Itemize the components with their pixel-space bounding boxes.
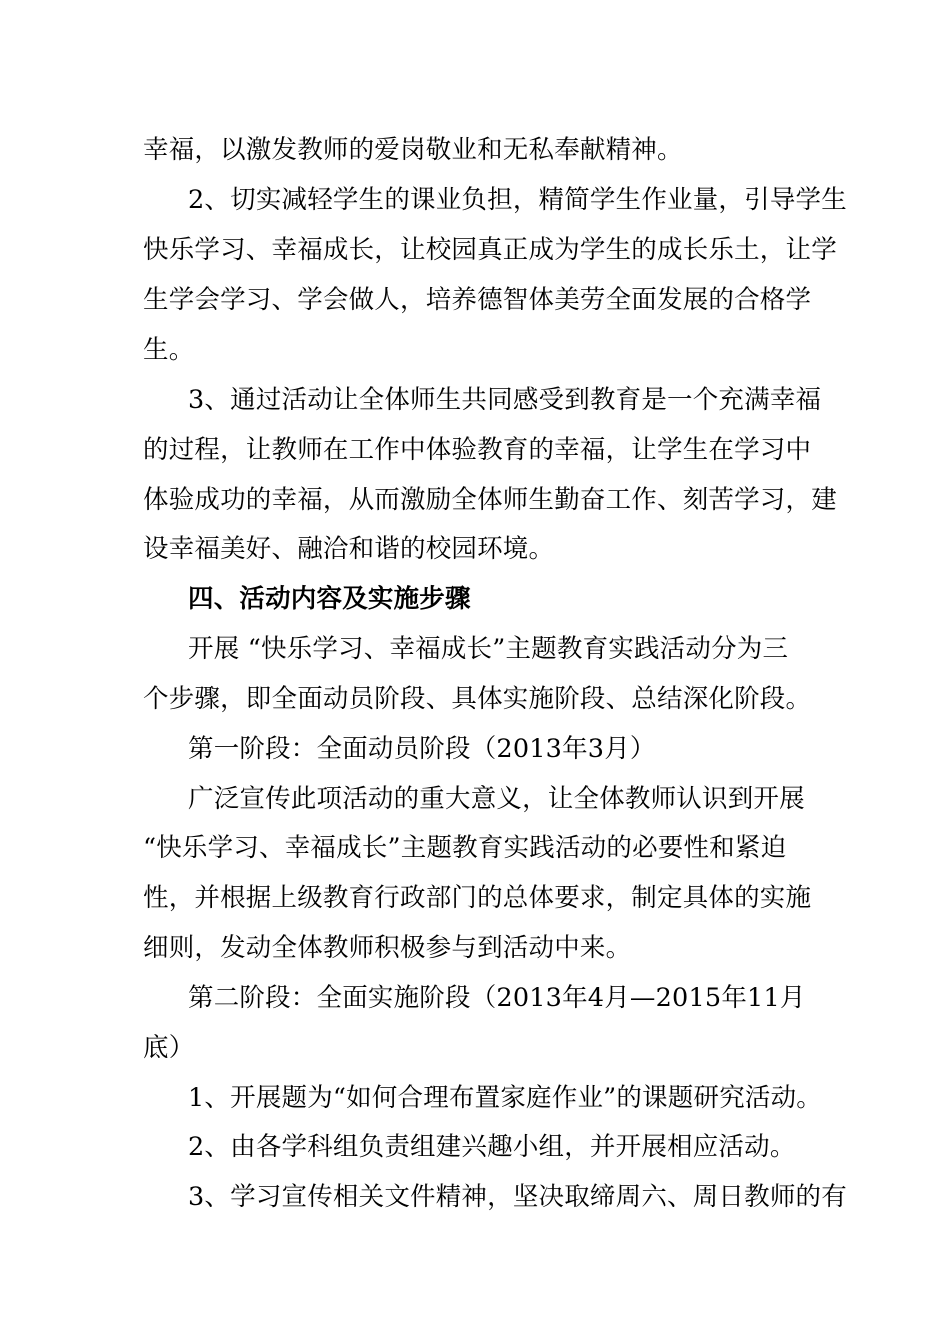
stage-heading: 第一阶段：全面动员阶段（2013年3月） [188, 734, 656, 764]
paragraph-line: 设幸福美好、融洽和谐的校园环境。 [143, 534, 555, 564]
paragraph-line: 底） [143, 1033, 195, 1063]
paragraph-line: 个步骤，即全面动员阶段、具体实施阶段、总结深化阶段。 [143, 684, 812, 714]
paragraph-line: 的过程，让教师在工作中体验教育的幸福，让学生在学习中 [143, 435, 812, 465]
list-item: 1、开展题为“如何合理布置家庭作业”的课题研究活动。 [188, 1083, 822, 1113]
paragraph-line: 生。 [143, 335, 195, 365]
section-heading: 四、活动内容及实施步骤 [188, 584, 471, 614]
paragraph-line: 幸福，以激发教师的爱岗敬业和无私奉献精神。 [143, 135, 683, 165]
paragraph-line: 2、切实减轻学生的课业负担，精简学生作业量，引导学生 [188, 185, 847, 215]
paragraph-line: 性，并根据上级教育行政部门的总体要求，制定具体的实施 [143, 883, 812, 913]
paragraph-line: 广泛宣传此项活动的重大意义，让全体教师认识到开展 [188, 784, 805, 814]
paragraph-line: 开展 “快乐学习、幸福成长”主题教育实践活动分为三 [188, 634, 789, 664]
list-item: 2、由各学科组负责组建兴趣小组，并开展相应活动。 [188, 1132, 796, 1162]
paragraph-line: 快乐学习、幸福成长，让校园真正成为学生的成长乐土，让学 [143, 235, 837, 265]
paragraph-line: 3、通过活动让全体师生共同感受到教育是一个充满幸福 [188, 385, 822, 415]
paragraph-line: 体验成功的幸福，从而激励全体师生勤奋工作、刻苦学习，建 [143, 485, 837, 515]
stage-heading: 第二阶段：全面实施阶段（2013年4月—2015年11月 [188, 983, 806, 1013]
paragraph-line: 细则，发动全体教师积极参与到活动中来。 [143, 933, 632, 963]
list-item: 3、学习宣传相关文件精神，坚决取缔周六、周日教师的有 [188, 1182, 847, 1212]
paragraph-line: 生学会学习、学会做人，培养德智体美劳全面发展的合格学 [143, 285, 812, 315]
paragraph-line: “快乐学习、幸福成长”主题教育实践活动的必要性和紧迫 [143, 833, 787, 863]
